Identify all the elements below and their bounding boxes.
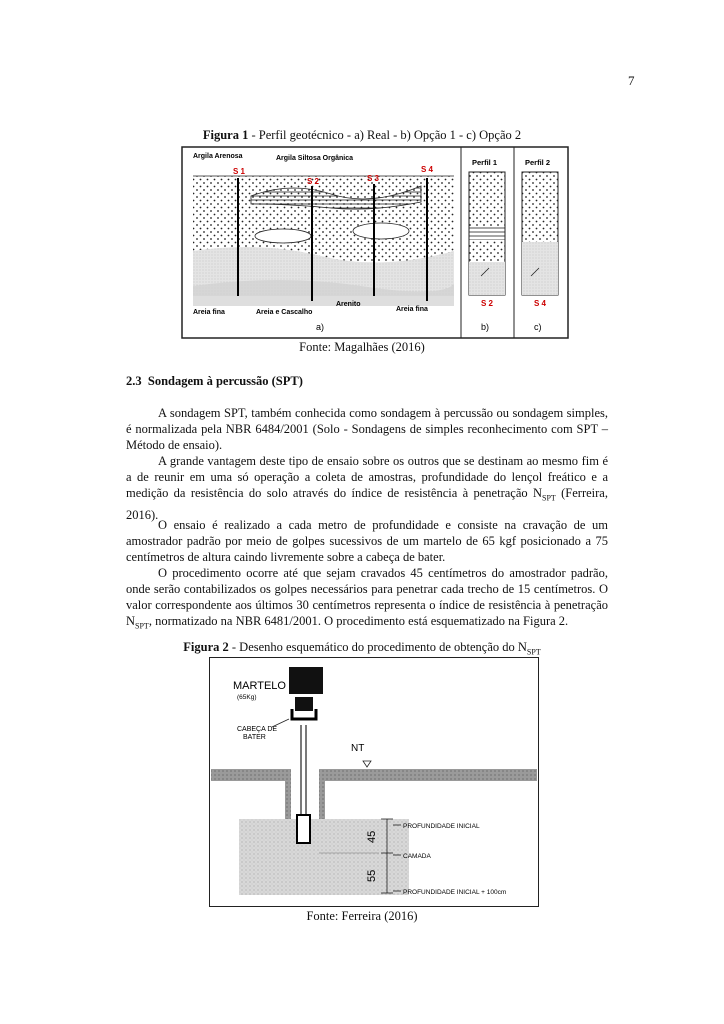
label-argila-siltosa: Argila Siltosa Orgânica (276, 155, 354, 162)
label-s4: S 4 (421, 165, 434, 174)
paragraph-3 (126, 517, 608, 565)
figure2-label: Figura 2 (183, 640, 229, 654)
label-s3: S 3 (367, 174, 380, 183)
paragraph-1-text: A sondagem SPT, também conhecida como sondagem à percussão ou sondagem simples, é normalizada pela NBR 6484/2001 (Solo - Sondagens de simples reconhecimento com SPT – Método de ensaio). (126, 406, 608, 452)
label-martelo: MARTELO (233, 680, 286, 692)
paragraph-4 (126, 565, 608, 635)
section-number: 2.3 (126, 374, 142, 388)
paragraph-2-sub: SPT (542, 493, 556, 503)
figure1-geotechnical-profile (181, 146, 569, 339)
section-heading (126, 374, 303, 389)
dimension-45: 45 (366, 830, 378, 843)
label-panel-c: c) (534, 322, 542, 332)
label-panel-b: b) (481, 322, 490, 332)
label-bottom-s2: S 2 (481, 299, 494, 308)
paragraph-4-text-b: , normatizado na NBR 6481/2001. O procedimento está esquematizado na Figura 2. (148, 614, 569, 628)
label-cabeca-1: CABEÇA DE (237, 726, 278, 733)
paragraph-2 (126, 453, 608, 523)
figure2-caption-sub: SPT (526, 647, 541, 657)
label-areia-cascalho: Areia e Cascalho (256, 309, 313, 316)
label-areia-fina-right: Areia fina (396, 306, 428, 313)
label-areia-fina-left: Areia fina (193, 309, 225, 316)
label-camada: CAMADA (403, 853, 431, 860)
figure2-source: Fonte: Ferreira (2016) (306, 909, 418, 923)
label-bottom-s4: S 4 (534, 299, 547, 308)
label-s1: S 1 (233, 167, 246, 176)
paragraph-3-text: O ensaio é realizado a cada metro de profundidade e consiste na cravação de um amostrador padrão por meio de golpes sucessivos de um martelo de 65 kgf posicionado a 75 centímetros de altura caindo livremente sobre a cabeça de bater. (126, 518, 608, 564)
sampler (297, 815, 310, 843)
figure2-caption-text: - Desenho esquemático do procedimento de obtenção do N (228, 640, 527, 654)
label-perfil2: Perfil 2 (525, 158, 551, 167)
figure1-caption-text: - Perfil geotécnico - a) Real - b) Opção 1 - c) Opção 2 (248, 128, 522, 142)
label-nt: NT (351, 743, 365, 754)
figure2-caption (0, 640, 724, 657)
figure1-source: Fonte: Magalhães (2016) (299, 340, 425, 354)
label-s2: S 2 (307, 177, 320, 186)
paragraph-2-text-a: A grande vantagem deste tipo de ensaio sobre os outros que se destinam ao mesmo fim é a de reunir em uma só operação a coleta de amostras, profundidade do lençol freático e a medição da resistência do solo através do índice de resistência à penetração N (126, 454, 608, 500)
page-number: 7 (628, 73, 635, 88)
label-perfil1: Perfil 1 (472, 158, 498, 167)
hammer (289, 667, 323, 694)
paragraph-2-text-b: (Ferreira, 2016). (126, 486, 608, 522)
label-martelo-weight: (65Kg) (237, 694, 257, 701)
label-cabeca-2: BATER (243, 734, 266, 741)
section-title: Sondagem à percussão (SPT) (147, 374, 303, 388)
paragraph-4-text-a: O procedimento ocorre até que sejam cravados 45 centímetros do amostrador padrão, onde serão contabilizados os golpes necessários para penetrar cada trecho de 15 centímetros. O valor correspondente aos últimos 30 centímetros representa o índice de resistência à penetração N (126, 566, 608, 628)
label-prof-inicial: PROFUNDIDADE INICIAL (403, 823, 480, 830)
figure1-caption (0, 128, 724, 143)
figure2-spt-schematic (209, 657, 539, 907)
label-prof-final: PROFUNDIDADE INICIAL + 100cm (403, 889, 507, 896)
soil-layer (239, 819, 409, 895)
dimension-55: 55 (366, 869, 378, 882)
paragraph-4-sub: SPT (135, 621, 149, 631)
label-panel-a: a) (316, 322, 325, 332)
label-argila-arenosa: Argila Arenosa (193, 153, 243, 160)
paragraph-1 (126, 405, 608, 453)
label-arenito: Arenito (336, 301, 361, 308)
figure1-label: Figura 1 (202, 128, 249, 142)
